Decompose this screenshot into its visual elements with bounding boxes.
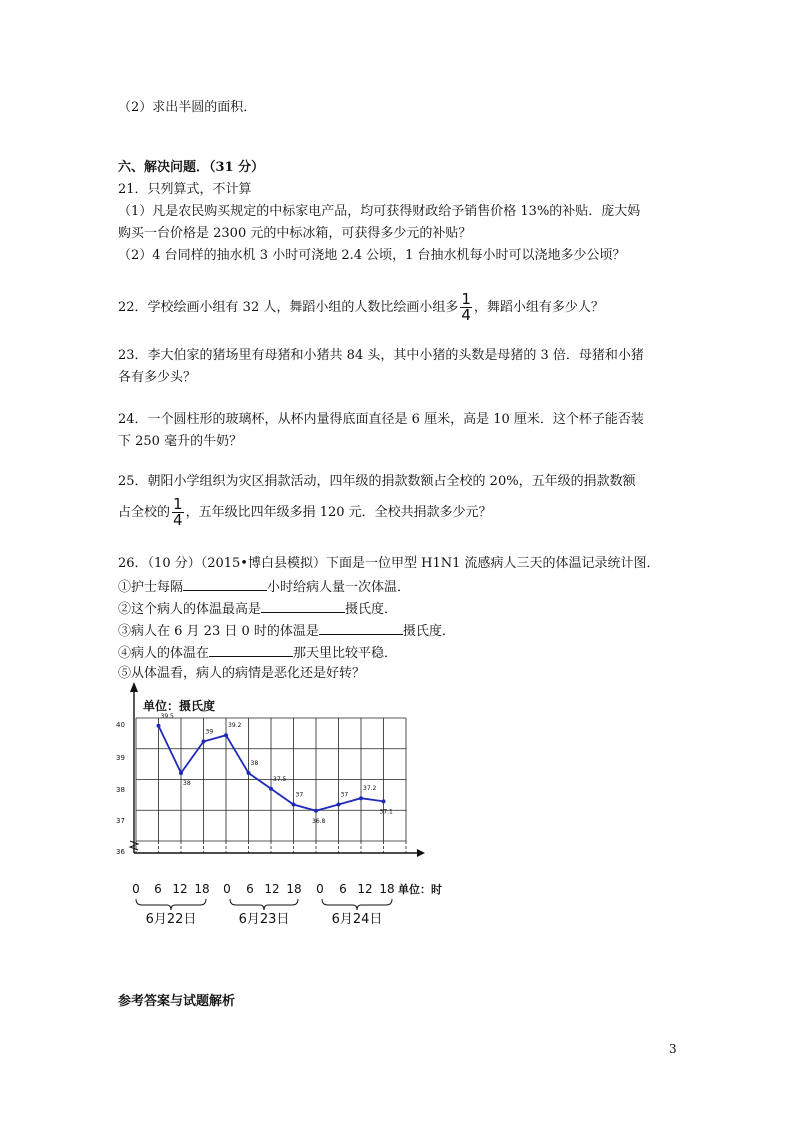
q22-fraction bbox=[460, 292, 472, 323]
data-point bbox=[202, 740, 206, 744]
data-label: 37 bbox=[295, 791, 304, 799]
sub2-suffix: 摄氏度． bbox=[345, 602, 398, 617]
sub4-prefix: ④病人的体温在 bbox=[118, 646, 210, 661]
data-label: 37.5 bbox=[273, 775, 287, 783]
y-axis-arrow bbox=[130, 682, 138, 692]
fraction-numerator: 1 bbox=[173, 495, 183, 513]
x-tick-label: 0 bbox=[316, 882, 324, 896]
y-tick-label: 40 bbox=[116, 721, 125, 729]
date-brace bbox=[322, 899, 392, 910]
sub2-prefix: ②这个病人的体温最高是 bbox=[118, 602, 262, 617]
q25-text-before: 占全校的 bbox=[118, 505, 171, 520]
date-brace bbox=[136, 899, 206, 910]
answers-heading: 参考答案与试题解析 bbox=[118, 994, 236, 1009]
q24-line1: 24．一个圆柱形的玻璃杯，从杯内量得底面直径是 6 厘米，高是 10 厘米．这个杯子能否装 bbox=[118, 412, 644, 427]
y-axis-title: 单位：摄氏度 bbox=[143, 699, 216, 713]
data-point bbox=[157, 724, 161, 728]
answer-blank bbox=[209, 642, 293, 657]
q22-text-before: 22．学校绘画小组有 32 人，舞蹈小组的人数比绘画小组多 bbox=[118, 300, 459, 315]
y-tick-label: 36 bbox=[116, 848, 125, 856]
q21-part1-line1: （1）凡是农民购买规定的中标家电产品，均可获得财政给予销售价格 13%的补贴．庞大妈 bbox=[118, 204, 641, 219]
y-tick-label: 39 bbox=[116, 754, 125, 762]
x-tick-label: 6 bbox=[154, 882, 162, 896]
fraction-denominator: 4 bbox=[461, 306, 471, 324]
data-label: 37.1 bbox=[379, 808, 393, 816]
q25-text-after: ，五年级比四年级多捐 120 元．全校共捐款多少元？ bbox=[185, 505, 492, 520]
q26-sub4 bbox=[118, 642, 397, 664]
data-point bbox=[292, 803, 296, 807]
date-label: 6月23日 bbox=[238, 912, 290, 927]
date-label: 6月24日 bbox=[331, 912, 383, 927]
x-tick-label: 0 bbox=[223, 882, 231, 896]
q23-line2: 各有多少头？ bbox=[118, 370, 197, 385]
q21-intro: 21．只列算式，不计算 bbox=[118, 182, 252, 197]
page-number: 3 bbox=[669, 1042, 677, 1056]
q26-sub5: ⑤从体温看，病人的病情是恶化还是好转？ bbox=[118, 666, 366, 681]
sub1-suffix: 小时给病人量一次体温． bbox=[267, 580, 411, 595]
q21-part2: （2）4 台同样的抽水机 3 小时可浇地 2.4 公顷，1 台抽水机每小时可以浇地多少公顷？ bbox=[118, 248, 626, 263]
q23-line1: 23．李大伯家的猪场里有母猪和小猪共 84 头，其中小猪的头数是母猪的 3 倍．母猪和小猪 bbox=[118, 348, 644, 363]
data-point bbox=[179, 771, 183, 775]
x-tick-label: 12 bbox=[357, 882, 373, 896]
q26-intro: 26．（10 分）（2015•博白县模拟）下面是一位甲型 H1N1 流感病人三天的体温记录统计图． bbox=[118, 556, 660, 571]
fraction-denominator: 4 bbox=[173, 511, 183, 529]
x-axis-arrow bbox=[417, 849, 425, 857]
data-label: 38 bbox=[183, 780, 191, 787]
x-tick-label: 0 bbox=[132, 882, 140, 896]
answer-blank bbox=[261, 598, 345, 613]
data-label: 39.2 bbox=[228, 722, 242, 730]
q22 bbox=[118, 292, 604, 323]
data-point bbox=[314, 809, 318, 813]
data-label: 38 bbox=[250, 760, 259, 767]
x-tick-label: 18 bbox=[194, 882, 210, 896]
q25-line1: 25．朝阳小学组织为灾区捐款活动，四年级的捐款数额占全校的 20%，五年级的捐款数额 bbox=[118, 474, 636, 489]
data-label: 37 bbox=[340, 791, 349, 799]
section-title: 六、解决问题．（31 分） bbox=[118, 160, 265, 175]
data-label: 39 bbox=[205, 728, 214, 736]
y-tick-label: 38 bbox=[116, 786, 125, 794]
q22-text-after: ，舞蹈小组有多少人？ bbox=[473, 300, 604, 315]
x-tick-label: 12 bbox=[264, 882, 280, 896]
data-point bbox=[382, 799, 386, 803]
date-brace bbox=[230, 899, 298, 910]
date-label: 6月22日 bbox=[145, 912, 197, 927]
fraction-numerator: 1 bbox=[461, 290, 471, 308]
x-axis-title: 单位：时 bbox=[398, 883, 442, 896]
data-point bbox=[359, 796, 363, 800]
temperature-line-chart bbox=[112, 678, 452, 928]
q26-sub1 bbox=[118, 576, 410, 598]
q20-part2: （2）求出半圆的面积． bbox=[118, 100, 257, 115]
q25-line2 bbox=[118, 497, 492, 528]
x-tick-label: 6 bbox=[339, 882, 347, 896]
q25-fraction bbox=[172, 497, 184, 528]
y-tick-label: 37 bbox=[116, 817, 125, 825]
q26-sub2 bbox=[118, 598, 397, 620]
sub4-suffix: 那天里比较平稳． bbox=[293, 646, 398, 661]
data-point bbox=[337, 803, 341, 807]
data-point bbox=[247, 771, 251, 775]
data-label: 36.8 bbox=[312, 817, 326, 825]
data-point bbox=[269, 787, 273, 791]
x-tick-label: 18 bbox=[379, 882, 395, 896]
data-label: 39.5 bbox=[160, 712, 174, 720]
x-tick-label: 6 bbox=[246, 882, 254, 896]
answer-blank bbox=[183, 576, 267, 591]
x-tick-label: 18 bbox=[286, 882, 302, 896]
answer-blank bbox=[319, 620, 403, 635]
x-tick-label: 12 bbox=[172, 882, 188, 896]
sub1-prefix: ①护士每隔 bbox=[118, 580, 184, 595]
data-label: 37.2 bbox=[363, 785, 377, 793]
sub3-suffix: 摄氏度． bbox=[402, 624, 455, 639]
q21-part1-line2: 购买一台价格是 2300 元的中标冰箱，可获得多少元的补贴？ bbox=[118, 226, 472, 241]
q26-sub3 bbox=[118, 620, 455, 642]
data-point bbox=[224, 733, 228, 737]
axis-break-mark bbox=[130, 841, 138, 850]
q24-line2: 下 250 毫升的牛奶？ bbox=[118, 434, 243, 449]
sub3-prefix: ③病人在 6 月 23 日 0 时的体温是 bbox=[118, 624, 319, 639]
